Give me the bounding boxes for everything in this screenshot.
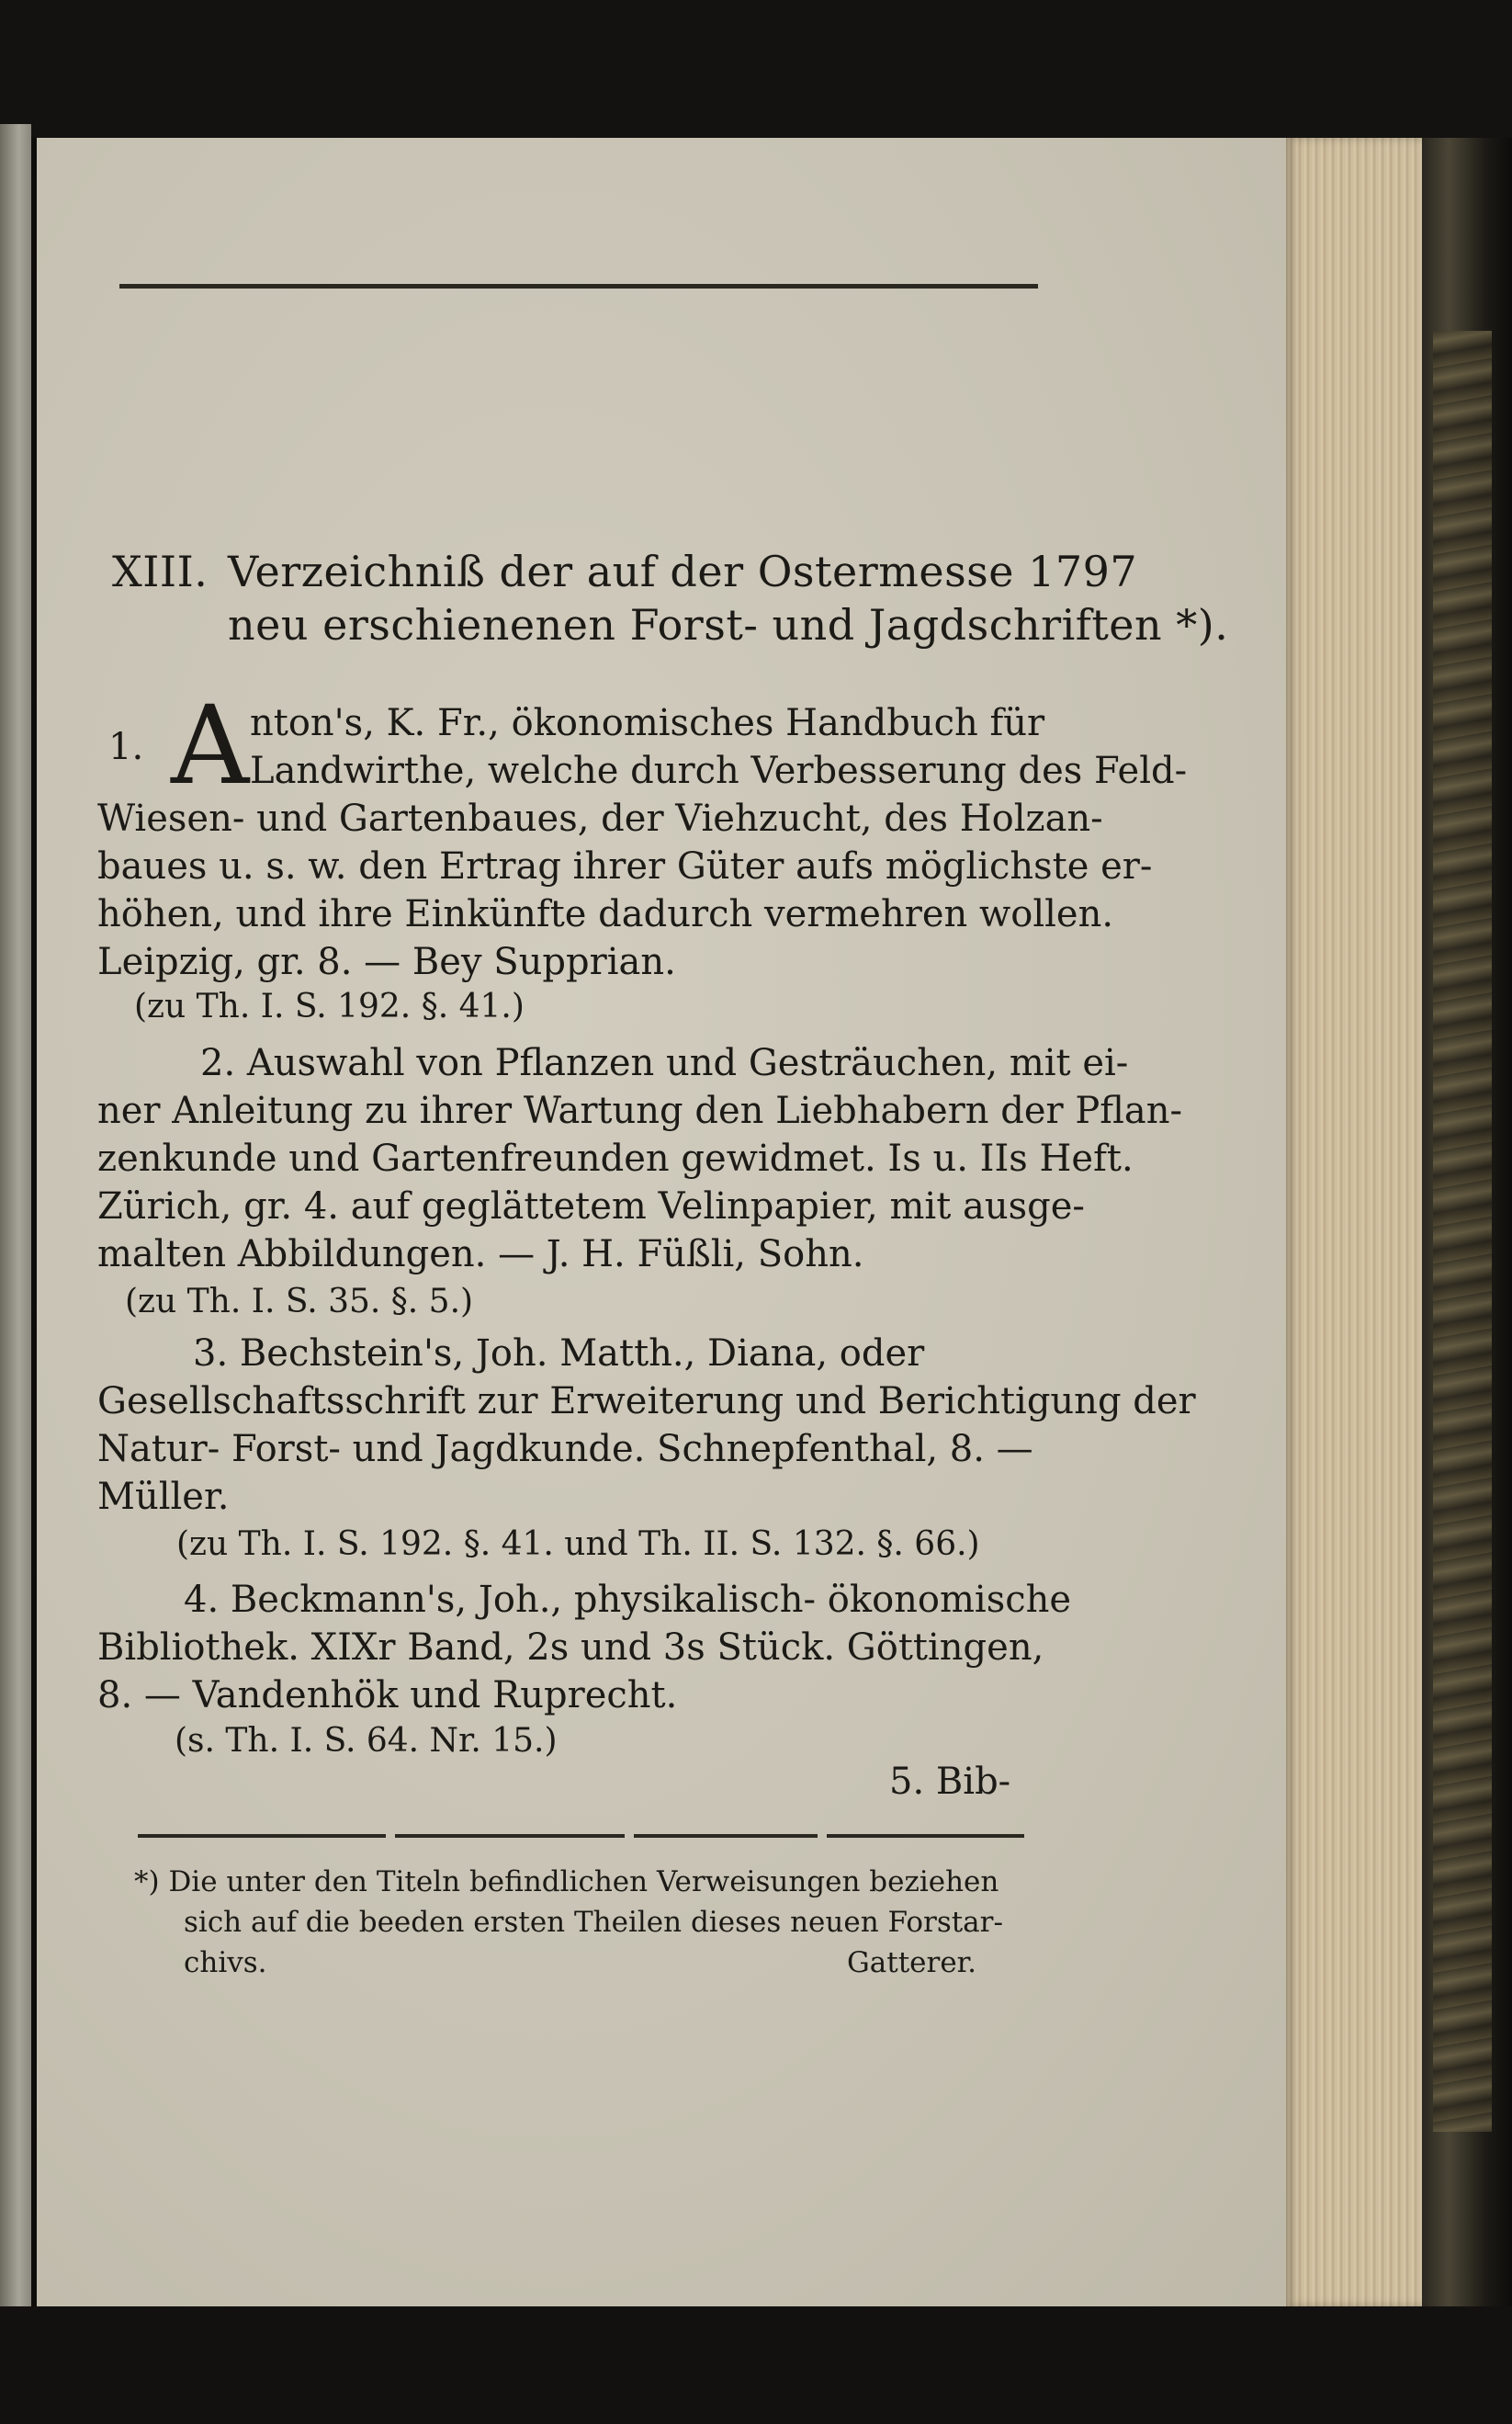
header-rule (119, 284, 1038, 289)
entry-1-line-3: Wiesen- und Gartenbaues, der Viehzucht, des Holzan- (97, 798, 1103, 840)
entry-1-line-2: Landwirthe, welche durch Verbesserung des Feld- (250, 750, 1188, 792)
section-number: XIII. (112, 547, 209, 596)
entry-2-line-5: malten Abbildungen. — J. H. Füßli, Sohn. (97, 1233, 864, 1275)
entry-2-line-3: zenkunde und Gartenfreunden gewidmet. Is u. IIs Heft. (97, 1138, 1134, 1180)
page-fore-edge (1286, 138, 1422, 2306)
entry-3-line-2: Gesellschaftsschrift zur Erweiterung und Berichtigung der (97, 1380, 1196, 1422)
footnote-rule (395, 1834, 625, 1838)
footnote-rule (138, 1834, 386, 1838)
dark-background-bottom (0, 2306, 1512, 2424)
entry-1-dropcap: A (171, 682, 250, 809)
entry-2-reference: (zu Th. I. S. 35. §. 5.) (125, 1283, 474, 1320)
footnote-line-2: sich auf die beeden ersten Theilen dieses neuen Forstar- (184, 1906, 1003, 1939)
entry-1-line-1: nton's, K. Fr., ökonomisches Handbuch für (250, 702, 1045, 744)
entry-4-line-2: Bibliothek. XIXr Band, 2s und 3s Stück. Göttingen, (97, 1626, 1044, 1669)
section-title-line-2: neu erschienenen Forst- und Jagdschriften *). (228, 600, 1229, 650)
marbled-cover (1433, 331, 1492, 2132)
entry-2-line-4: Zürich, gr. 4. auf geglättetem Velinpapier, mit ausge- (97, 1185, 1085, 1228)
entry-1-reference: (zu Th. I. S. 192. §. 41.) (134, 988, 525, 1025)
left-page-edge (0, 124, 31, 2424)
entry-2-line-1: 2. Auswahl von Pflanzen und Gesträuchen, mit ei- (200, 1042, 1129, 1084)
entry-1-line-5: höhen, und ihre Einkünfte dadurch vermehren wollen. (97, 893, 1114, 935)
footnote-line-1: *) Die unter den Titeln befindlichen Verweisungen beziehen (134, 1865, 999, 1898)
footnote-line-3-left: chivs. (184, 1946, 267, 1979)
footnote-signature: Gatterer. (847, 1946, 976, 1979)
entry-1-line-4: baues u. s. w. den Ertrag ihrer Güter aufs möglichste er- (97, 845, 1153, 888)
entry-1-line-6: Leipzig, gr. 8. — Bey Supprian. (97, 941, 676, 983)
entry-3-reference: (zu Th. I. S. 192. §. 41. und Th. II. S. 132. §. 66.) (176, 1525, 980, 1563)
footnote-rule (634, 1834, 818, 1838)
entry-4-line-1: 4. Beckmann's, Joh., physikalisch- ökonomische (184, 1579, 1072, 1621)
entry-4-line-3: 8. — Vandenhök und Ruprecht. (97, 1674, 678, 1716)
entry-2-line-2: ner Anleitung zu ihrer Wartung den Liebhabern der Pflan- (97, 1090, 1183, 1132)
entry-4-reference: (s. Th. I. S. 64. Nr. 15.) (175, 1722, 558, 1760)
entry-1-number: 1. (108, 726, 144, 768)
entry-3-line-4: Müller. (97, 1476, 230, 1518)
section-title-line-1: Verzeichniß der auf der Ostermesse 1797 (228, 547, 1138, 596)
footnote-rule (827, 1834, 1024, 1838)
entry-3-line-3: Natur- Forst- und Jagdkunde. Schnepfenthal, 8. — (97, 1428, 1033, 1470)
dark-background (0, 0, 1512, 138)
entry-3-line-1: 3. Bechstein's, Joh. Matth., Diana, oder (193, 1332, 925, 1375)
catchword: 5. Bib- (889, 1761, 1011, 1803)
